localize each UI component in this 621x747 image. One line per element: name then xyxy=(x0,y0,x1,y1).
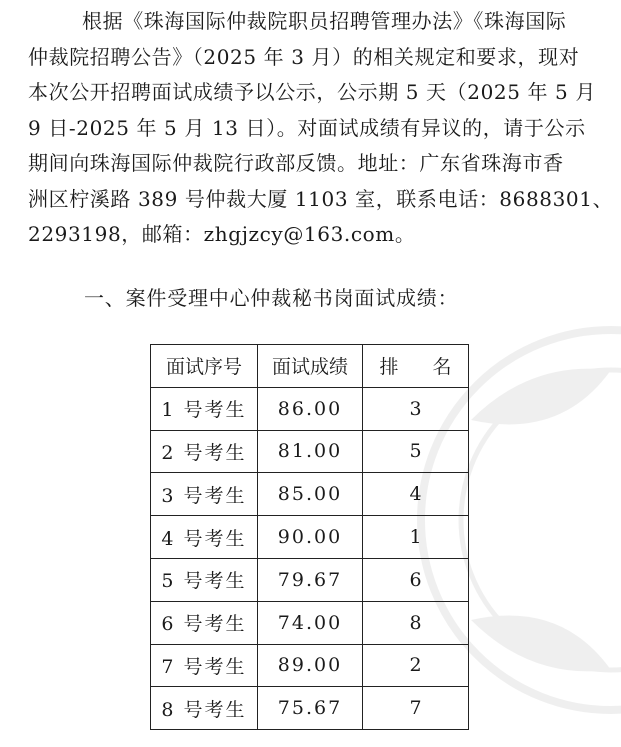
candidate-cell: 6 号考生 xyxy=(151,601,258,644)
score-cell: 81.00 xyxy=(258,430,363,473)
intro-line: 仲裁院招聘公告》（2025 年 3 月）的相关规定和要求，现对 xyxy=(28,44,580,69)
table-header-row xyxy=(151,345,469,388)
rank-cell: 3 xyxy=(363,387,469,430)
section-heading: 一、案件受理中心仲裁秘书岗面试成绩： xyxy=(84,286,459,310)
table-row xyxy=(151,558,469,601)
rank-cell: 5 xyxy=(363,430,469,473)
header-interview-score: 面试成绩 xyxy=(258,345,363,388)
table-row xyxy=(151,516,469,559)
table-row xyxy=(151,601,469,644)
score-cell: 75.67 xyxy=(258,687,363,730)
candidate-cell: 5 号考生 xyxy=(151,558,258,601)
header-interview-number: 面试序号 xyxy=(151,345,258,388)
table-row xyxy=(151,387,469,430)
rank-cell: 7 xyxy=(363,687,469,730)
rank-cell: 6 xyxy=(363,558,469,601)
intro-line: 2293198，邮箱：zhgjzcy@163.com。 xyxy=(28,222,416,246)
rank-cell: 2 xyxy=(363,644,469,687)
rank-cell: 1 xyxy=(363,516,469,559)
table-row xyxy=(151,687,469,730)
interview-score-table xyxy=(150,344,469,730)
table-row xyxy=(151,430,469,473)
rank-cell: 8 xyxy=(363,601,469,644)
candidate-cell: 2 号考生 xyxy=(151,430,258,473)
intro-line: 根据《珠海国际仲裁院职员招聘管理办法》《珠海国际 xyxy=(82,9,567,33)
candidate-cell: 1 号考生 xyxy=(151,387,258,430)
candidate-cell: 7 号考生 xyxy=(151,644,258,687)
table-row xyxy=(151,473,469,516)
candidate-cell: 3 号考生 xyxy=(151,473,258,516)
rank-cell: 4 xyxy=(363,473,469,516)
intro-paragraph xyxy=(28,4,614,253)
score-cell: 89.00 xyxy=(258,644,363,687)
intro-line: 洲区柠溪路 389 号仲裁大厦 1103 室，联系电话：8688301、 xyxy=(28,186,614,211)
candidate-cell: 8 号考生 xyxy=(151,687,258,730)
table-row xyxy=(151,644,469,687)
intro-line: 期间向珠海国际仲裁院行政部反馈。地址：广东省珠海市香 xyxy=(28,151,564,175)
score-cell: 74.00 xyxy=(258,601,363,644)
score-cell: 79.67 xyxy=(258,558,363,601)
score-cell: 85.00 xyxy=(258,473,363,516)
score-cell: 86.00 xyxy=(258,387,363,430)
header-rank: 排 名 xyxy=(363,345,469,388)
intro-line: 本次公开招聘面试成绩予以公示，公示期 5 天（2025 年 5 月 xyxy=(28,80,596,104)
score-cell: 90.00 xyxy=(258,516,363,559)
candidate-cell: 4 号考生 xyxy=(151,516,258,559)
intro-line: 9 日-2025 年 5 月 13 日）。对面试成绩有异议的，请于公示 xyxy=(28,115,586,140)
